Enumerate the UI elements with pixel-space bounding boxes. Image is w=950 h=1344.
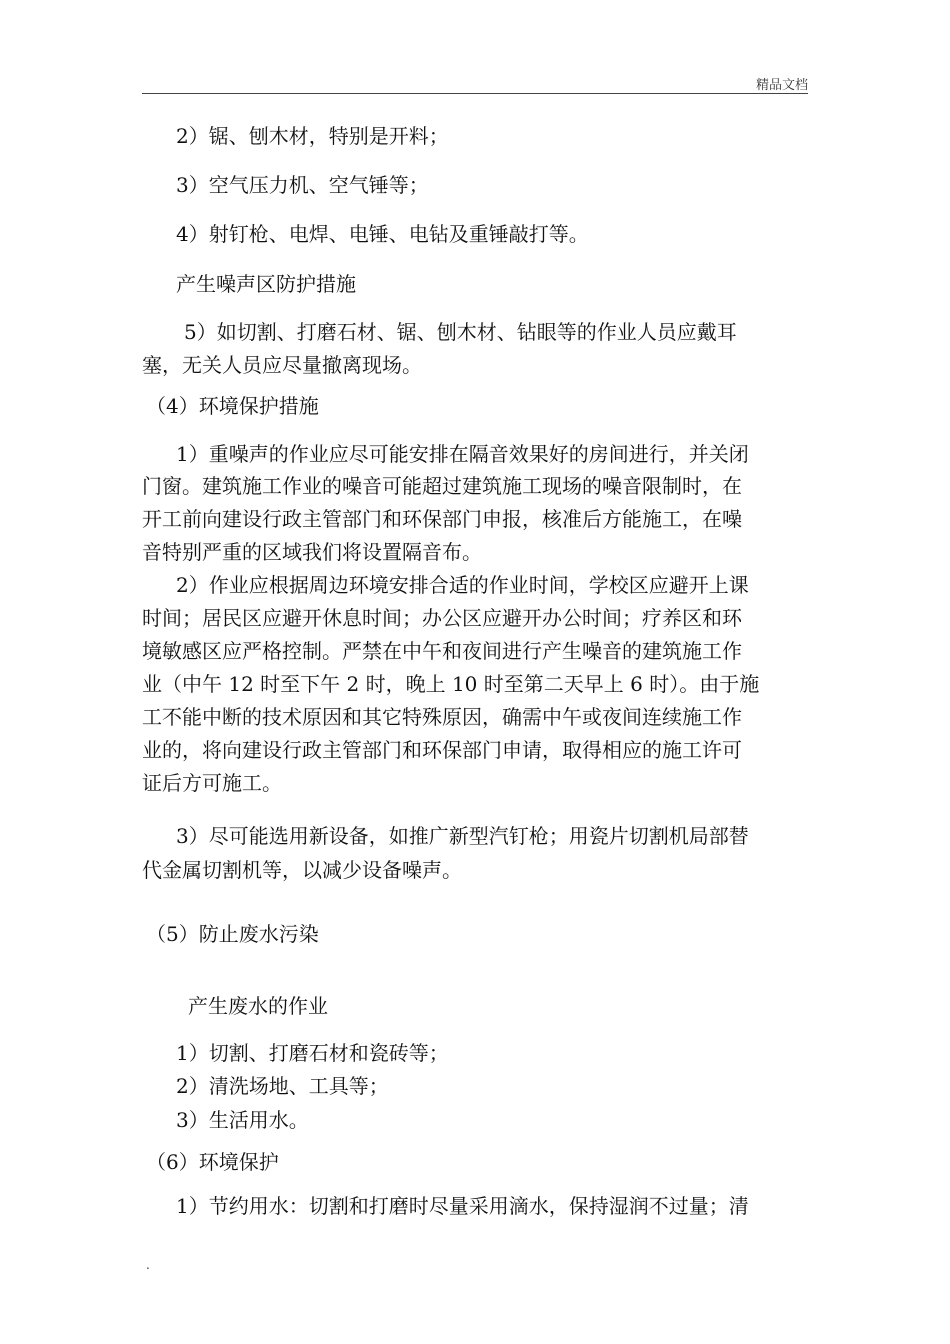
list-item: 1）切割、打磨石材和瓷砖等；	[176, 1041, 449, 1065]
text-line: 2）锯、刨木材，特别是开料；	[176, 124, 449, 148]
text-line: 5）如切割、打磨石材、锯、刨木材、钻眼等的作业人员应戴耳	[184, 320, 737, 344]
text-line: 2）作业应根据周边环境安排合适的作业时间，学校区应避开上课	[176, 573, 749, 597]
text-line: 1）重噪声的作业应尽可能安排在隔音效果好的房间进行，并关闭	[176, 442, 749, 466]
text-line: 1）节约用水：切割和打磨时尽量采用滴水，保持湿润不过量；清	[176, 1194, 749, 1218]
text-line: 塞，无关人员应尽量撤离现场。	[142, 353, 422, 377]
text-line: 3）空气压力机、空气锤等；	[176, 173, 429, 197]
text-line: 门窗。建筑施工作业的噪音可能超过建筑施工现场的噪音限制时，在	[142, 474, 742, 498]
text-line: 证后方可施工。	[142, 771, 282, 795]
text-line: 时间；居民区应避开休息时间；办公区应避开办公时间；疗养区和环	[142, 606, 742, 630]
text-line: 开工前向建设行政主管部门和环保部门申报，核准后方能施工，在噪	[142, 507, 742, 531]
section-heading: （4）环境保护措施	[146, 394, 319, 418]
text-line: 音特别严重的区域我们将设置隔音布。	[142, 540, 482, 564]
section-subheading: 产生噪声区防护措施	[176, 272, 356, 296]
header-divider	[142, 93, 808, 94]
text-line: 业（中午 12 时至下午 2 时，晚上 10 时至第二天早上 6 时）。由于施	[142, 672, 760, 696]
section-subheading: 产生废水的作业	[188, 994, 328, 1018]
text-line: 境敏感区应严格控制。严禁在中午和夜间进行产生噪音的建筑施工作	[142, 639, 742, 663]
text-line: 业的，将向建设行政主管部门和环保部门申请，取得相应的施工许可	[142, 738, 742, 762]
list-item: 3）生活用水。	[176, 1108, 309, 1132]
text-line: 工不能中断的技术原因和其它特殊原因，确需中午或夜间连续施工作	[142, 705, 742, 729]
text-line: 4）射钉枪、电焊、电锤、电钻及重锤敲打等。	[176, 222, 589, 246]
list-item: 2）清洗场地、工具等；	[176, 1074, 389, 1098]
header-label: 精品文档	[755, 78, 808, 93]
section-heading: （6）环境保护	[146, 1150, 279, 1174]
footer-mark: .	[146, 1258, 150, 1272]
text-line: 3）尽可能选用新设备，如推广新型汽钉枪；用瓷片切割机局部替	[176, 824, 749, 848]
text-line: 代金属切割机等，以减少设备噪声。	[142, 858, 462, 882]
section-heading: （5）防止废水污染	[146, 922, 319, 946]
